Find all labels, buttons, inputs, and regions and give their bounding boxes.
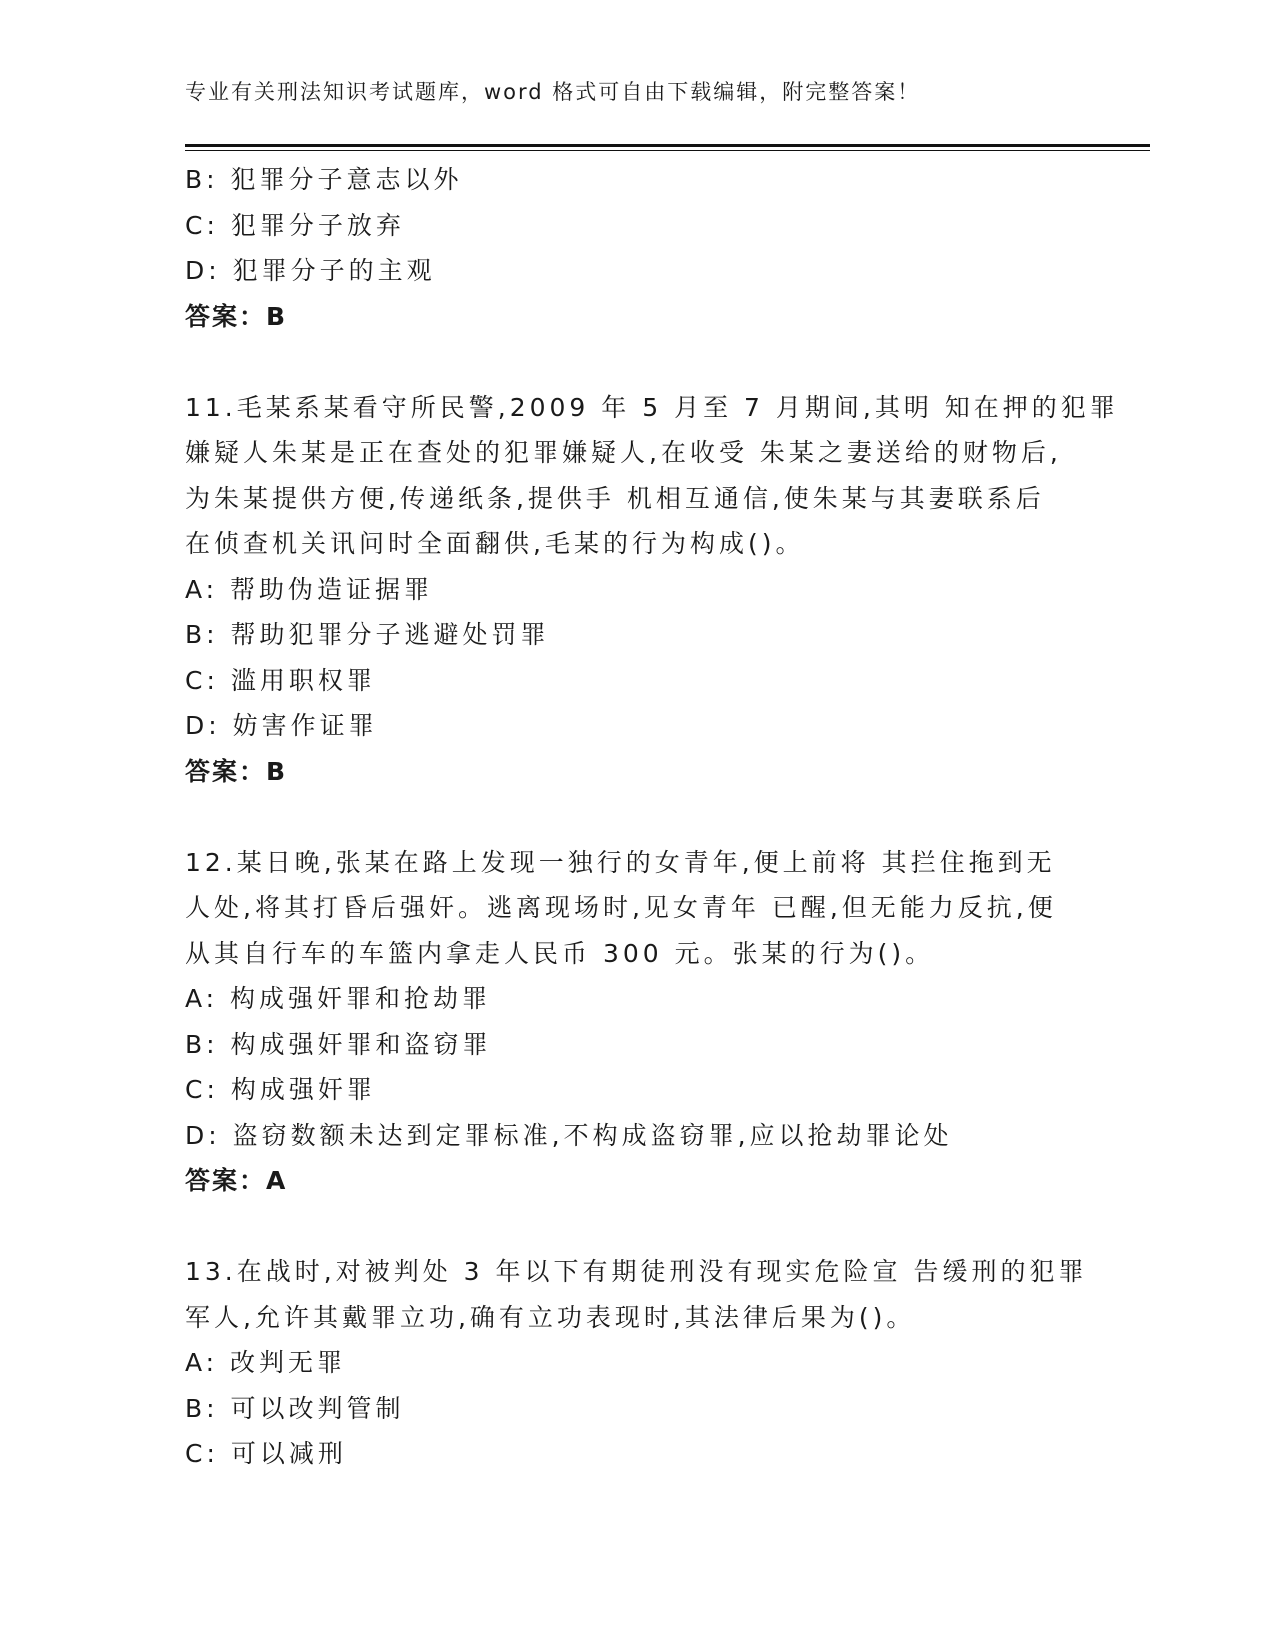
page-header: 专业有关刑法知识考试题库，word 格式可自由下载编辑，附完整答案！ bbox=[185, 80, 921, 104]
answer: 答案：B bbox=[185, 756, 288, 786]
option-a: A: 改判无罪 bbox=[185, 1348, 347, 1377]
question-text-line: 军人,允许其戴罪立功,确有立功表现时,其法律后果为()。 bbox=[185, 1302, 916, 1332]
question-text-line: 在侦查机关讯问时全面翻供,毛某的行为构成()。 bbox=[185, 529, 805, 558]
option-b: B: 构成强奸罪和盗窃罪 bbox=[185, 1029, 492, 1059]
question-text-line: 为朱某提供方便,传递纸条,提供手 机相互通信,使朱某与其妻联系后 bbox=[185, 483, 1045, 513]
option-c: C: 可以减刑 bbox=[185, 1439, 347, 1468]
answer: 答案：B bbox=[185, 301, 288, 331]
question-text-line: 人处,将其打昏后强奸。逃离现场时,见女青年 已醒,但无能力反抗,便 bbox=[185, 893, 1057, 922]
option-d: D: 盗窃数额未达到定罪标准,不构成盗窃罪,应以抢劫罪论处 bbox=[185, 1120, 953, 1150]
option-a: A: 帮助伪造证据罪 bbox=[185, 574, 434, 604]
prev-question bbox=[185, 157, 1085, 339]
option-b: B: 犯罪分子意志以外 bbox=[185, 165, 463, 194]
option-d: D: 犯罪分子的主观 bbox=[185, 256, 436, 285]
option-c: C: 构成强奸罪 bbox=[185, 1075, 376, 1104]
question-text-line: 11.毛某系某看守所民警,2009 年 5 月至 7 月期间,其明 知在押的犯罪 bbox=[185, 392, 1119, 422]
question-text-line: 12.某日晚,张某在路上发现一独行的女青年,便上前将 其拦住拖到无 bbox=[185, 847, 1056, 877]
header-rule-thick bbox=[185, 144, 1150, 147]
spacer bbox=[185, 794, 1085, 840]
option-b: B: 帮助犯罪分子逃避处罚罪 bbox=[185, 620, 550, 649]
question-content bbox=[185, 157, 1119, 1477]
option-b: B: 可以改判管制 bbox=[185, 1393, 405, 1423]
option-d: D: 妨害作证罪 bbox=[185, 711, 378, 740]
question-11 bbox=[185, 385, 1119, 795]
header-rule-thin bbox=[185, 150, 1150, 151]
question-13 bbox=[185, 1249, 1088, 1477]
question-text-line: 从其自行车的车篮内拿走人民币 300 元。张某的行为()。 bbox=[185, 938, 935, 968]
answer: 答案：A bbox=[185, 1166, 288, 1195]
option-a: A: 构成强奸罪和抢劫罪 bbox=[185, 984, 492, 1013]
question-text-line: 13.在战时,对被判处 3 年以下有期徒刑没有现实危险宣 告缓刑的犯罪 bbox=[185, 1257, 1088, 1286]
option-c: C: 滥用职权罪 bbox=[185, 665, 376, 695]
spacer bbox=[185, 339, 1085, 385]
option-c: C: 犯罪分子放弃 bbox=[185, 210, 405, 240]
question-text-line: 嫌疑人朱某是正在查处的犯罪嫌疑人,在收受 朱某之妻送给的财物后, bbox=[185, 438, 1062, 467]
spacer bbox=[185, 1204, 1085, 1250]
question-12 bbox=[185, 840, 1085, 1204]
